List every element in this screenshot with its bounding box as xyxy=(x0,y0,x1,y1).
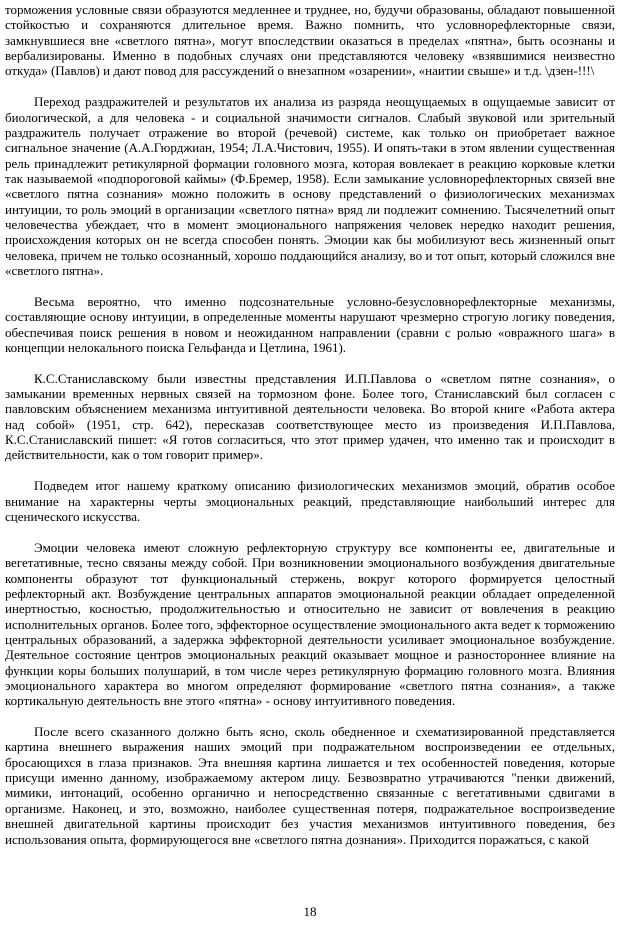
paragraph-stanislavsky: К.С.Станиславскому были известны представления И.П.Павлова о «светлом пятне сознания», о замыкании временных нервных связей на тормозном фоне. Более того, Станиславский был согласен с павловским объяснением механизма интуитивной деятельности человека. Во второй книге «Работа актера над собой» (1951, стр. 642), пересказав соответствующее место из произведения И.П.Павлова, К.С.Станиславский пишет: «Я готов согласиться, что этот пример удачен, что именно так и происходит в действительности, как о том говорит пример». xyxy=(5,370,615,463)
paragraph-stimuli-transition: Переход раздражителей и результатов их анализа из разряда неощущаемых в ощущаемые зависит от биологической, а для человека - и социальной значимости сигналов. Слабый звуковой или зрительный раздражитель получает отражение во второй (речевой) системе, как только он приобретает важное сигнальное значение (А.А.Гюрджиан, 1954; Л.А.Чистович, 1955). И опять-таки в этом явлении существенная рель принадлежит ретикулярной формации головного мозга, которая вовлекает в реакцию корковые клетки так называемой «подпороговой каймы» (Ф.Бремер, 1958). Если замыкание условнорефлекторных связей вне «светлого пятна сознания» можно положить в основу представлений о физиологических механизмах интуиции, то роль эмоций в организации «светлого пятна» вряд ли подлежит сомнению. Тысячелетний опыт человечества убеждает, что в момент эмоционального напряжения человек нередко находит решения, происхождения которых он не всегда способен понять. Эмоции как бы мобилизуют весь жизненный опыт человека, причем не только осознанный, хорошо поддающийся анализу, во и тот опыт, который сложился вне «светлого пятна». xyxy=(5,94,615,278)
paragraph-summary-intro: Подведем итог нашему краткому описанию физиологических механизмов эмоций, обратив особое внимание на характерны черты эмоциональных реакций, представляющие наибольший интерес для сценического искусства. xyxy=(5,478,615,524)
paragraph-conclusion: После всего сказанного должно быть ясно, сколь обедненное и схематизированной представляется картина внешнего выражения наших эмоций при подражательном воспроизведении ее отдельных, бросающихся в глаза признаков. Эта внешняя картина лишается и тех особенностей поведения, которые присущи именно данному, изображаемому актером лицу. Безвозвратно утрачиваются "пенки движений, мимики, интонаций, особенно органично и непосредственно связанные с вегетативными сдвигами в организме. Наконец, и это, возможно, наиболее существенная потеря, подражательное воспроизведение внешней двигательной картины происходит без участия механизмов интуитивного поведения, без использования опыта, формирующегося вне «светлого пятна дознания». Приходится поражаться, с какой xyxy=(5,724,615,847)
paragraph-continuation: торможения условные связи образуются медленнее и труднее, но, будучи образованы, обладают повышенной стойкостью и сохраняются длительное время. Важно помнить, что условнорефлекторные связи, замкнувшиеся вне «светлого пятна», могут впоследствии оказаться в пределах «пятна», быть осознаны и вербализированы. Именно в подобных случаях они представляются человеку «взявшимися неизвестно откуда» (Павлов) и дают повод для рассуждений о внезапном «озарении», «наитии свыше» и т.д. \дзен-!!!\ xyxy=(5,2,615,79)
page-number: 18 xyxy=(303,904,317,919)
paragraph-subconscious-mechanisms: Весьма вероятно, что именно подсознательные условно-безусловнорефлекторные механизмы, составляющие основу интуиции, в определенные моменты нарушают чрезмерно строгую логику поведения, обеспечивая поиск решения в новом и неожиданном направлении (сравни с ролью «овражного шага» в концепции нелокального поиска Гельфанда и Цетлина, 1961). xyxy=(5,293,615,355)
paragraph-emotion-structure: Эмоции человека имеют сложную рефлекторную структуру все компоненты ее, двигательные и вегетативные, тесно связаны между собой. При возникновении эмоционального возбуждения двигательные компоненты образуют тот функциональный стержень, вокруг которого формируется целостный рефлекторный акт. Возбуждение центральных аппаратов эмоциональной реакции обладает определенной инертностью, косностью, продолжительностью и относительно не зависит от вовлечения в реакцию исполнительных органов. Более того, эффекторное осуществление эмоционального акта ведет к торможению центральных образований, а задержка эффекторной деятельности усиливает эмоциональное возбуждение. Деятельное состояние центров эмоциональных реакций оказывает мощное и разностороннее влияние на функции коры больших полушарий, в том числе через ретикулярную формацию головного мозга. Влияния эмоционального характера во многом определяют формирование «светлого пятна сознания», а также кортикальную деятельность вне этого «пятна» - основу интуитивного поведения. xyxy=(5,539,615,709)
document-page xyxy=(5,2,615,862)
